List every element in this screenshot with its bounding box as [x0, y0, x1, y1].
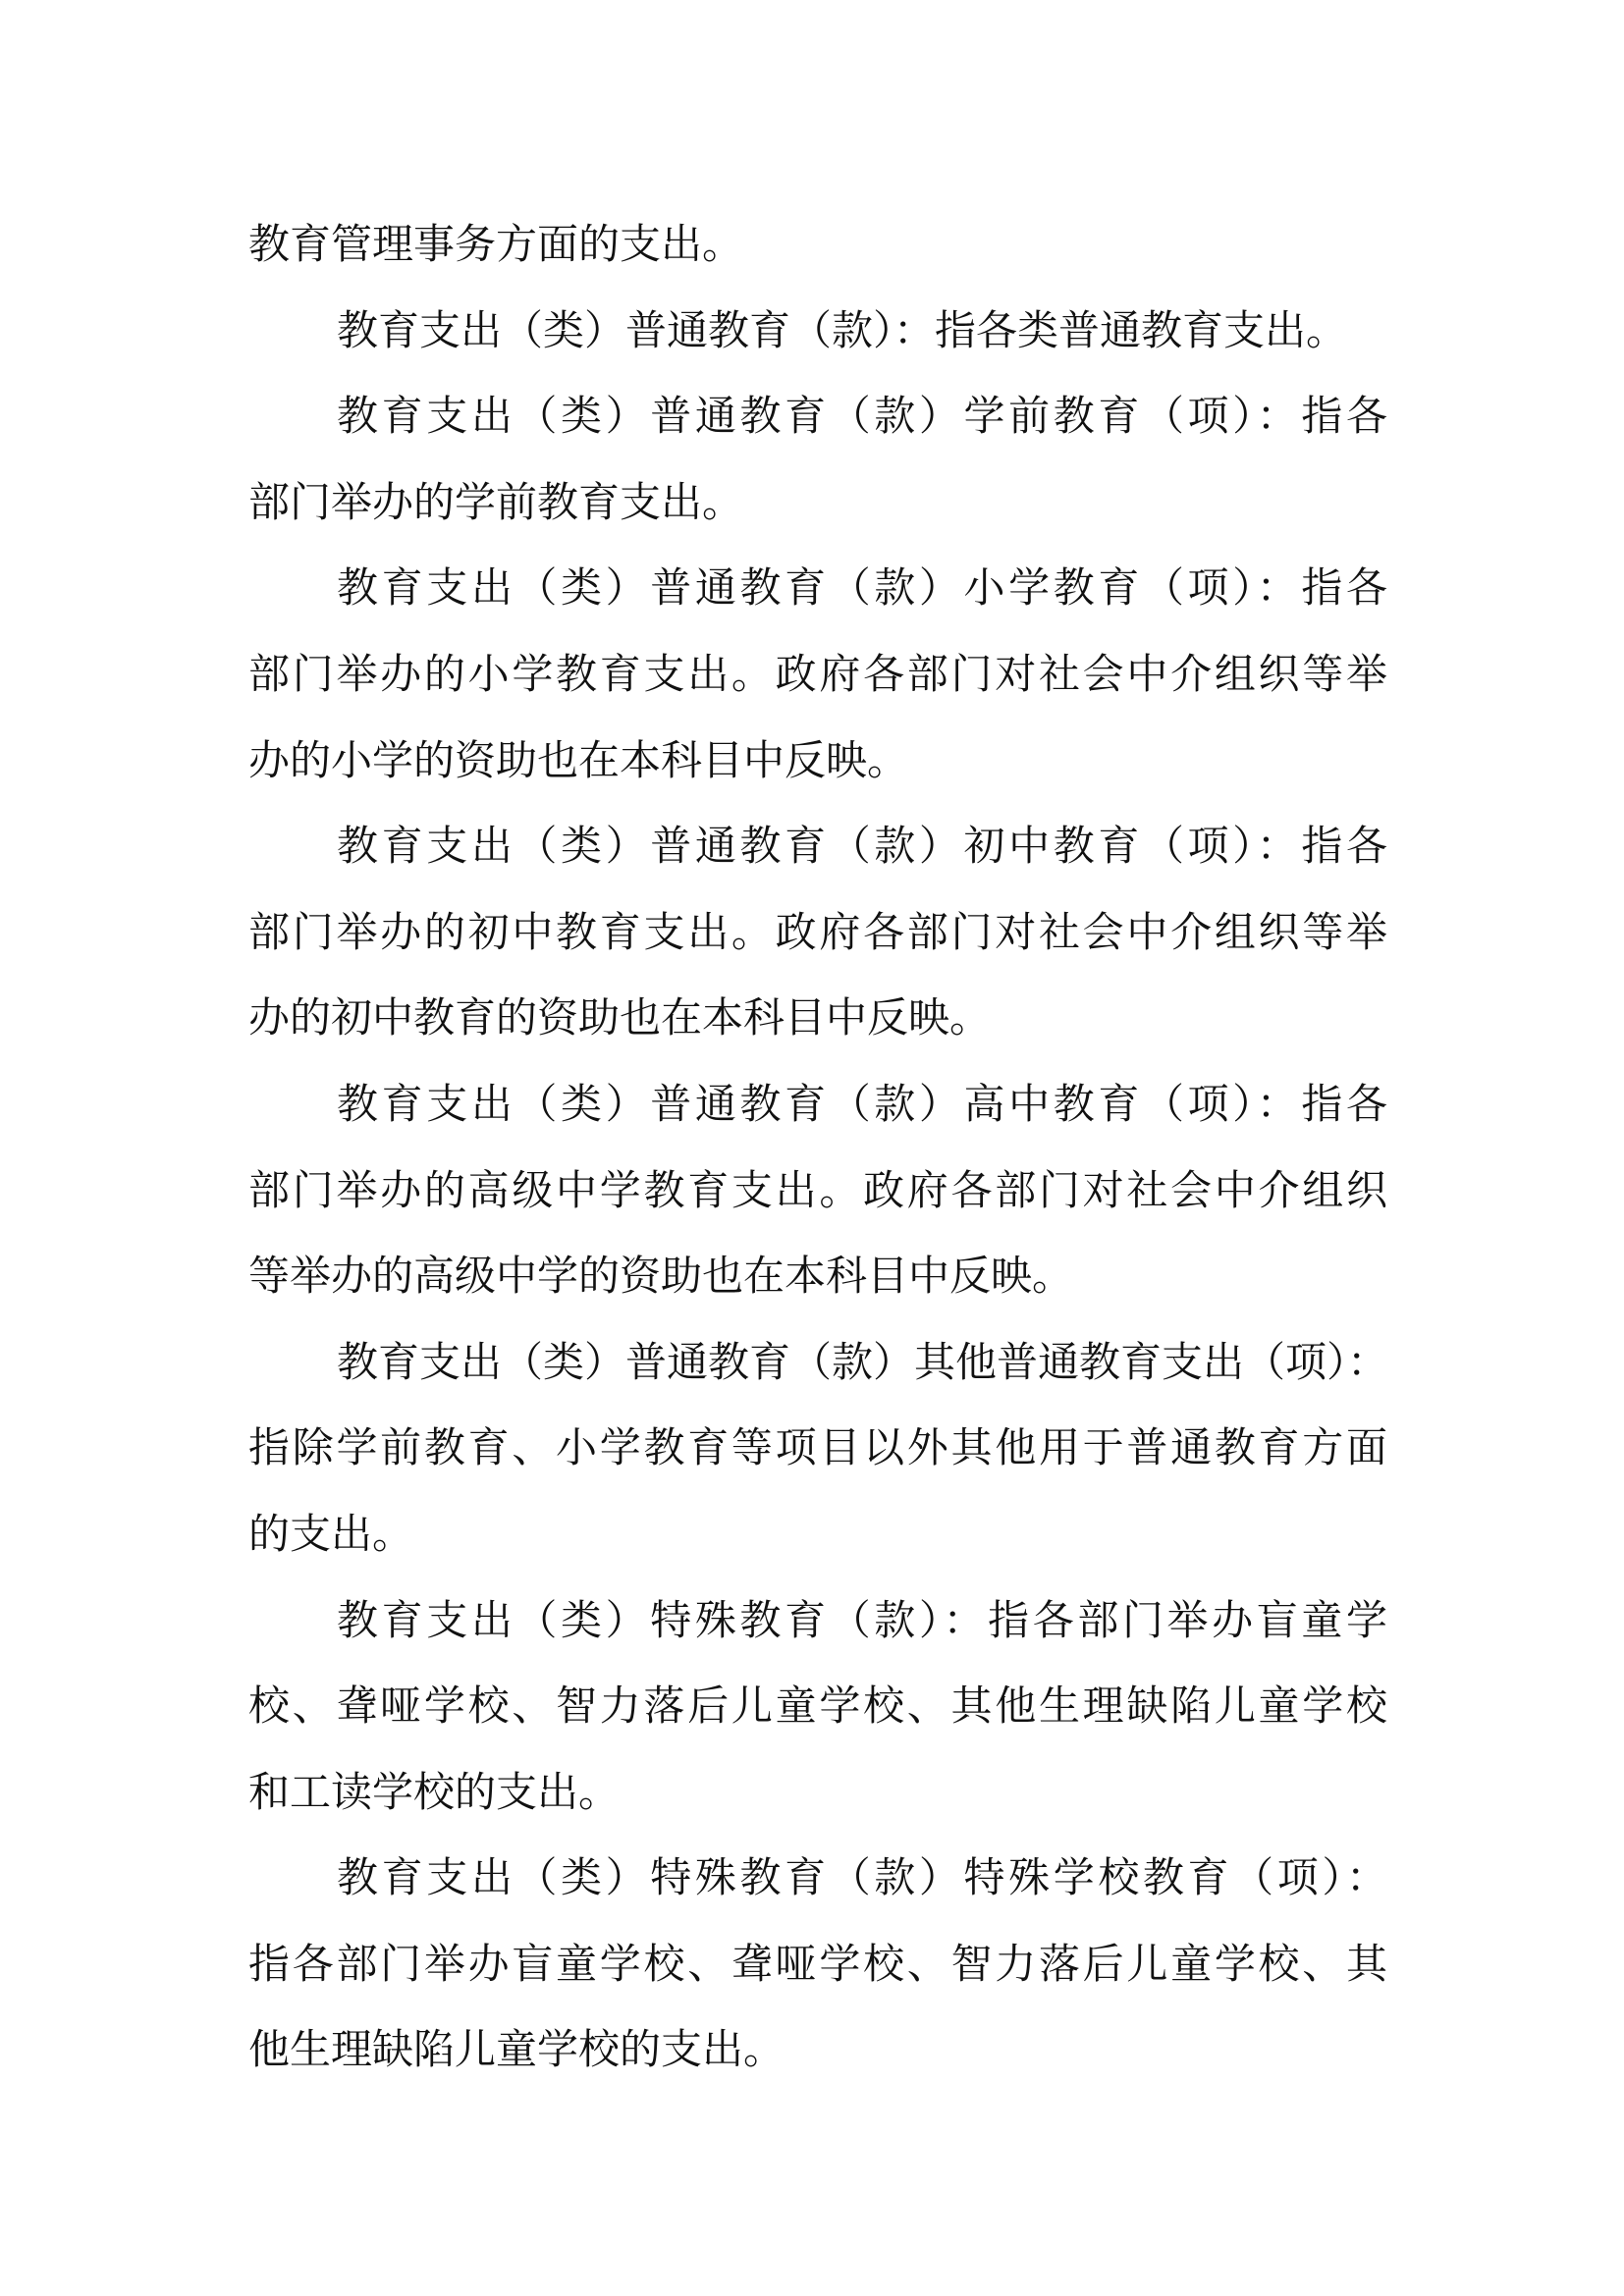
text-line: 指各部门举办盲童学校、聋哑学校、智力落后儿童学校、其 — [248, 1939, 1387, 1988]
body-text — [248, 201, 1387, 2093]
text-line: 他生理缺陷儿童学校的支出。 — [248, 2025, 785, 2074]
text-line: 校、聋哑学校、智力落后儿童学校、其他生理缺陷儿童学校 — [248, 1682, 1387, 1731]
text-line: 教育支出（类）普通教育（款）初中教育（项）：指各 — [337, 822, 1387, 871]
text-line: 教育支出（类）普通教育（款）高中教育（项）：指各 — [337, 1079, 1387, 1128]
text-line: 部门举办的学前教育支出。 — [248, 477, 744, 526]
text-line: 部门举办的小学教育支出。政府各部门对社会中介组织等举 — [248, 649, 1387, 698]
text-line: 和工读学校的支出。 — [248, 1767, 621, 1816]
text-line: 教育管理事务方面的支出。 — [248, 220, 744, 268]
text-line: 的支出。 — [248, 1509, 414, 1558]
text-line: 教育支出（类）普通教育（款）小学教育（项）：指各 — [337, 563, 1387, 613]
text-line: 教育支出（类）普通教育（款）学前教育（项）：指各 — [337, 392, 1387, 441]
text-line: 教育支出（类）普通教育（款）其他普通教育支出（项）： — [337, 1337, 1389, 1386]
text-line: 指除学前教育、小学教育等项目以外其他用于普通教育方面 — [248, 1423, 1387, 1472]
text-line: 办的小学的资助也在本科目中反映。 — [248, 735, 909, 784]
text-line: 等举办的高级中学的资助也在本科目中反映。 — [248, 1252, 1074, 1301]
text-line: 教育支出（类）特殊教育（款）：指各部门举办盲童学 — [337, 1595, 1387, 1644]
text-line: 教育支出（类）普通教育（款）：指各类普通教育支出。 — [337, 305, 1348, 354]
text-line: 部门举办的高级中学教育支出。政府各部门对社会中介组织 — [248, 1165, 1387, 1214]
text-line: 办的初中教育的资助也在本科目中反映。 — [248, 993, 992, 1042]
text-line: 部门举办的初中教育支出。政府各部门对社会中介组织等举 — [248, 907, 1387, 956]
text-line: 教育支出（类）特殊教育（款）特殊学校教育（项）： — [337, 1853, 1387, 1902]
